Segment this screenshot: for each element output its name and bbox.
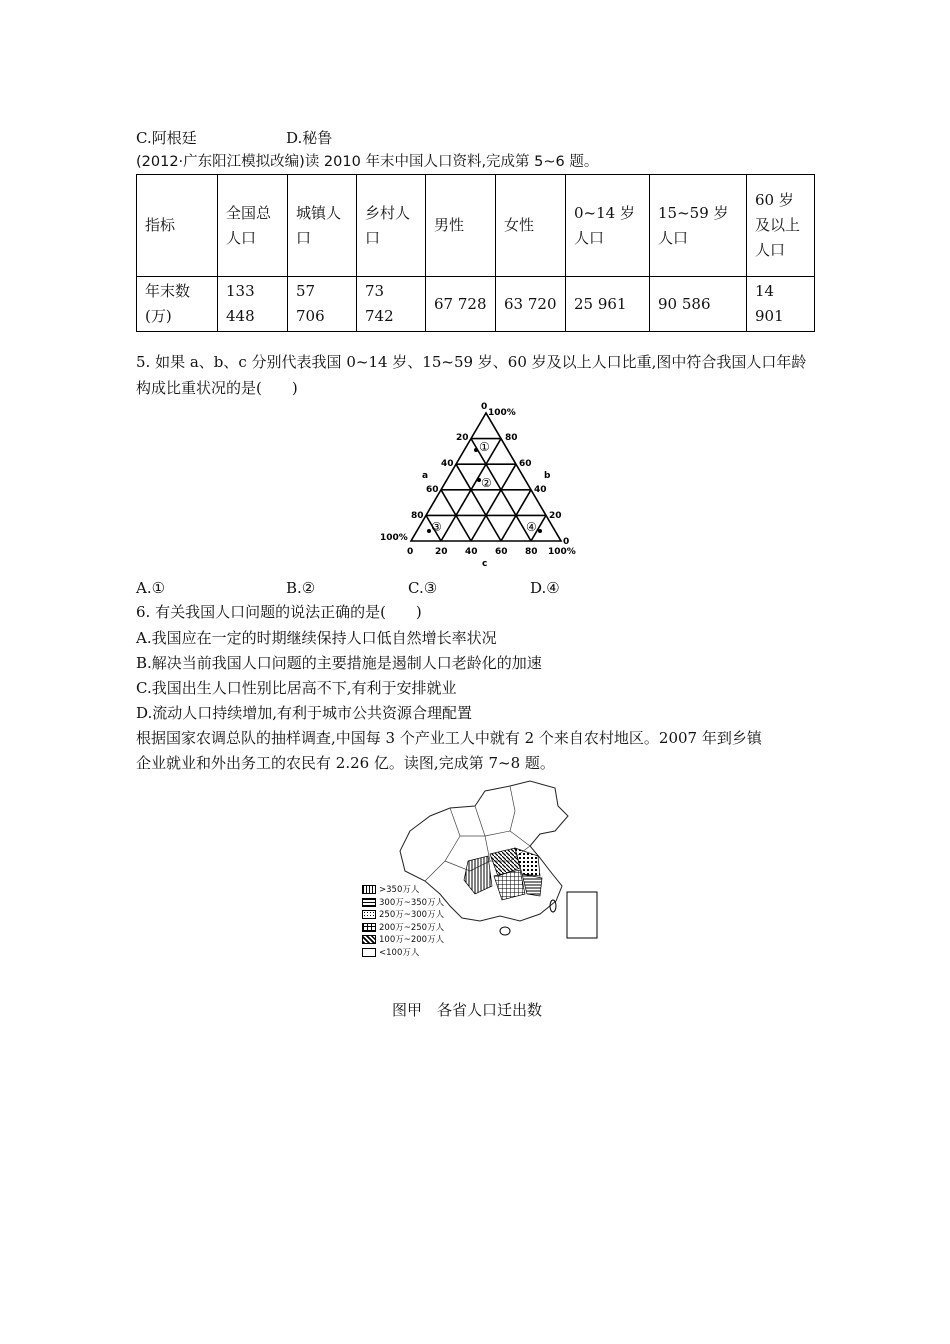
q6-option-b: B.解决当前我国人口问题的主要措施是遏制人口老龄化的加速 xyxy=(136,654,542,672)
header-cell: 城镇人口 xyxy=(288,175,357,277)
table-cell: 73 742 xyxy=(357,277,426,332)
prev-option-c: C.阿根廷 xyxy=(136,129,197,147)
axis-label-c: c xyxy=(482,559,488,568)
map-caption: 图甲 各省人口迁出数 xyxy=(392,1001,543,1019)
bottom-tick: 0 xyxy=(407,547,414,557)
legend-swatch xyxy=(362,910,376,919)
q6-option-d: D.流动人口持续增加,有利于城市公共资源合理配置 xyxy=(136,704,473,722)
q5-option-c: C.③ xyxy=(408,579,438,597)
legend-swatch xyxy=(362,923,376,932)
header-cell: 15~59 岁人口 xyxy=(650,175,747,277)
legend-swatch xyxy=(362,885,376,894)
legend-label: 100万~200万人 xyxy=(379,935,445,946)
q6-stem: 6. 有关我国人口问题的说法正确的是( ) xyxy=(136,603,422,621)
left-tick: 60 xyxy=(426,485,439,495)
intro-7-8-line1: 根据国家农调总队的抽样调查,中国每 3 个产业工人中就有 2 个来自农村地区。2007 年到乡镇 xyxy=(136,729,762,747)
table-cell: 67 728 xyxy=(426,277,496,332)
legend-swatch xyxy=(362,948,376,957)
table-cell: 57 706 xyxy=(288,277,357,332)
top-tick-0: 0 xyxy=(481,402,488,412)
bottom-tick: 80 xyxy=(525,547,538,557)
marker-2: ② xyxy=(481,476,492,490)
q6-option-c: C.我国出生人口性别比居高不下,有利于安排就业 xyxy=(136,679,457,697)
left-tick: 100% xyxy=(380,533,408,543)
q5-option-d: D.④ xyxy=(530,579,560,597)
right-tick: 60 xyxy=(519,459,532,469)
bottom-tick: 40 xyxy=(465,547,478,557)
header-cell: 女性 xyxy=(496,175,566,277)
table-cell: 133 448 xyxy=(218,277,288,332)
right-tick: 0 xyxy=(563,537,570,547)
header-cell: 全国总人口 xyxy=(218,175,288,277)
legend-item xyxy=(362,934,444,947)
marker-1: ① xyxy=(479,440,490,454)
ternary-diagram xyxy=(378,398,578,568)
table-cell: 14 901 xyxy=(747,277,815,332)
legend-label: 250万~300万人 xyxy=(379,910,445,921)
axis-label-b: b xyxy=(544,471,551,481)
intro-5-6: (2012·广东阳江模拟改编)读 2010 年末中国人口资料,完成第 5~6 题。 xyxy=(136,154,599,170)
q6-option-a: A.我国应在一定的时期继续保持人口低自然增长率状况 xyxy=(136,629,497,647)
q5-stem-line1: 5. 如果 a、b、c 分别代表我国 0~14 岁、15~59 岁、60 岁及以上人口比重,图中符合我国人口年龄 xyxy=(136,353,807,371)
table-cell: 90 586 xyxy=(650,277,747,332)
legend-item xyxy=(362,897,444,910)
map-legend xyxy=(362,884,444,960)
bottom-tick: 60 xyxy=(495,547,508,557)
intro-7-8-line2: 企业就业和外出务工的农民有 2.26 亿。读图,完成第 7~8 题。 xyxy=(136,754,555,772)
legend-swatch xyxy=(362,935,376,944)
legend-swatch xyxy=(362,898,376,907)
q5-stem-line2: 构成比重状况的是( ) xyxy=(136,379,298,397)
legend-item xyxy=(362,909,444,922)
legend-item xyxy=(362,922,444,935)
legend-label: <100万人 xyxy=(379,947,420,958)
axis-label-a: a xyxy=(422,471,429,481)
right-tick: 80 xyxy=(505,433,518,443)
q5-option-b: B.② xyxy=(286,579,316,597)
q5-option-a: A.① xyxy=(136,579,166,597)
legend-label: 300万~350万人 xyxy=(379,897,445,908)
header-cell: 指标 xyxy=(137,175,218,277)
legend-label: >350万人 xyxy=(379,885,420,895)
table-cell: 25 961 xyxy=(566,277,650,332)
header-cell: 乡村人口 xyxy=(357,175,426,277)
legend-item xyxy=(362,947,444,960)
bottom-tick: 100% xyxy=(548,547,576,557)
table-cell: 63 720 xyxy=(496,277,566,332)
header-cell: 60 岁及以上人口 xyxy=(747,175,815,277)
bottom-tick: 20 xyxy=(435,547,448,557)
header-cell: 男性 xyxy=(426,175,496,277)
marker-4: ④ xyxy=(526,520,537,534)
left-tick: 20 xyxy=(456,433,469,443)
population-table xyxy=(136,174,815,332)
legend-label: 200万~250万人 xyxy=(379,922,445,933)
header-cell: 0~14 岁人口 xyxy=(566,175,650,277)
marker-3: ③ xyxy=(431,520,442,534)
table-header-row xyxy=(137,175,815,277)
right-tick: 40 xyxy=(534,485,547,495)
table-row xyxy=(137,277,815,332)
legend-item xyxy=(362,884,444,897)
left-tick: 40 xyxy=(441,459,454,469)
left-tick: 80 xyxy=(411,511,424,521)
table-cell: 年末数(万) xyxy=(137,277,218,332)
top-tick-100: 100% xyxy=(488,408,516,418)
prev-option-d: D.秘鲁 xyxy=(286,129,333,147)
right-tick: 20 xyxy=(549,511,562,521)
